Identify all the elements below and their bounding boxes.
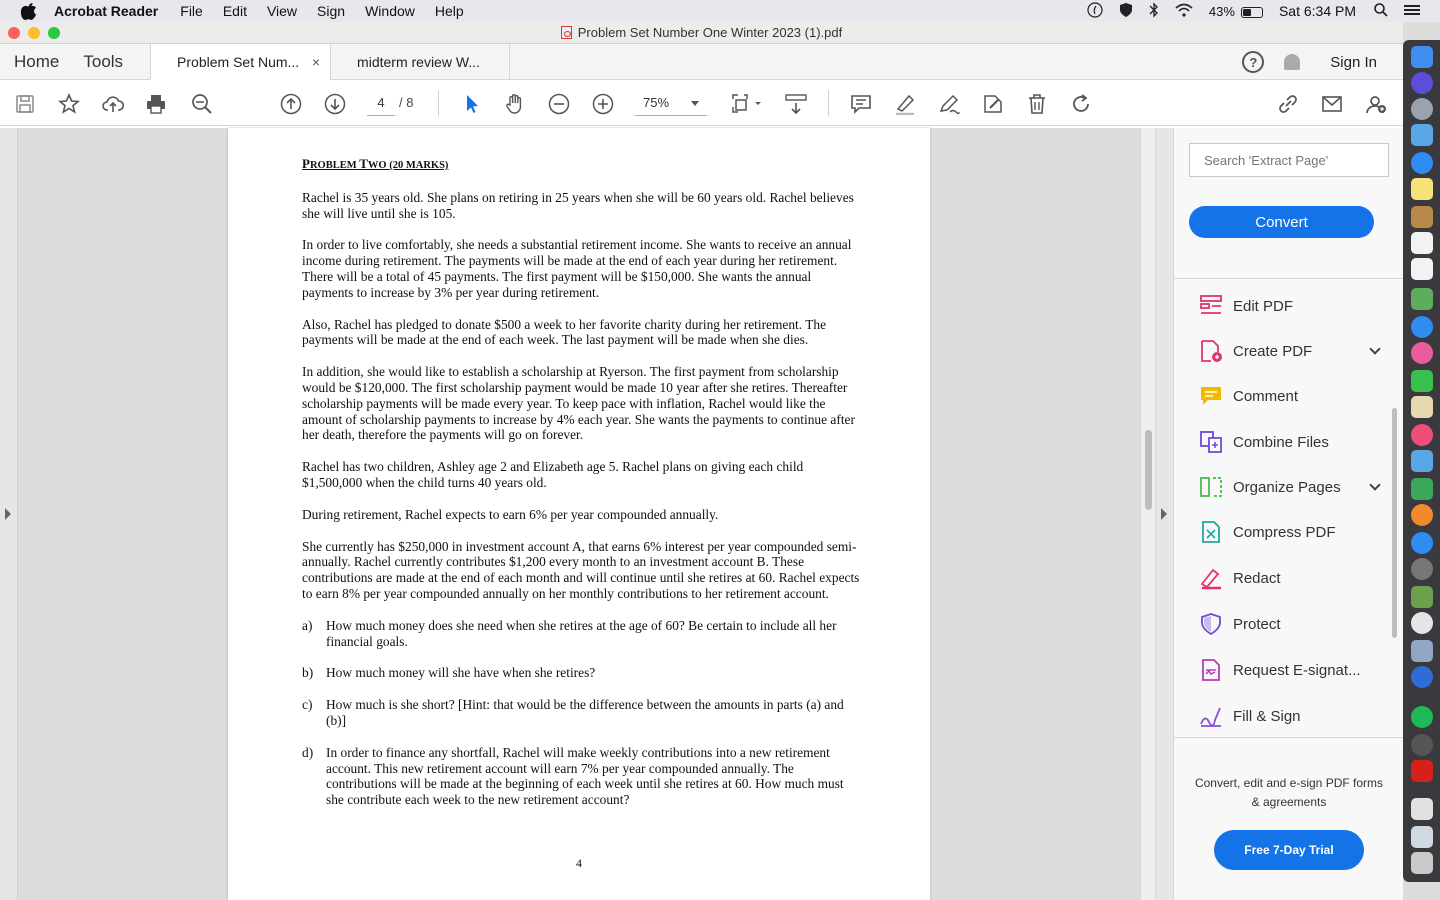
tab-tools[interactable]: Tools xyxy=(83,51,124,71)
messages-icon[interactable] xyxy=(1411,316,1433,338)
question-item xyxy=(302,618,862,650)
system-preferences-icon[interactable] xyxy=(1411,558,1433,580)
question-text: In order to finance any shortfall, Rachel will make weekly contributions into a new retirement account. This new retirement account will earn 7% per year compounded annually. The contributions will be made at the beginning of each week until she retires at 60. How much must she contribute each week to the new retirement account? xyxy=(326,744,844,808)
app-store-icon[interactable] xyxy=(1411,532,1433,554)
title-bar xyxy=(0,22,1403,44)
menu-sign[interactable]: Sign xyxy=(317,3,346,19)
help-icon[interactable]: ? xyxy=(1242,51,1264,73)
chevron-down-icon[interactable] xyxy=(1369,343,1380,354)
tool-label: Edit PDF xyxy=(1233,297,1294,315)
books-icon[interactable] xyxy=(1411,504,1433,526)
panel-scrollbar-thumb[interactable] xyxy=(1392,408,1397,638)
tab-bar xyxy=(0,44,1403,80)
fill-sign-icon xyxy=(1199,704,1223,728)
zoom-window-button[interactable] xyxy=(48,27,60,39)
bluetooth-file-exchange-icon[interactable] xyxy=(1411,666,1433,688)
maps-icon[interactable] xyxy=(1411,288,1433,310)
promo-text: Convert, edit and e-sign PDF forms & agreements xyxy=(1194,776,1384,809)
scroll-mode-icon[interactable] xyxy=(784,92,808,116)
panel-divider xyxy=(1174,737,1404,738)
tool-label: Redact xyxy=(1233,569,1281,587)
menu-bar xyxy=(0,0,1440,22)
question-label: b) xyxy=(302,665,314,681)
right-panel-toggle[interactable] xyxy=(1155,128,1173,900)
comment-icon xyxy=(1199,384,1223,408)
menu-help[interactable]: Help xyxy=(434,3,464,19)
tab-document-2-label: midterm review W... xyxy=(357,53,480,70)
downloads-stack-icon[interactable] xyxy=(1411,826,1433,848)
zoom-level-dropdown[interactable]: 75% xyxy=(635,90,707,116)
tool-redact[interactable] xyxy=(1199,563,1389,593)
comment-icon[interactable] xyxy=(849,92,873,116)
chrome-icon[interactable] xyxy=(1411,612,1433,634)
hand-tool-icon[interactable] xyxy=(503,92,527,116)
tool-combine-files[interactable] xyxy=(1199,427,1389,457)
launchpad-icon[interactable] xyxy=(1411,98,1433,120)
numbers-icon[interactable] xyxy=(1411,478,1433,500)
tool-label: Compress PDF xyxy=(1233,523,1336,541)
safari-icon[interactable] xyxy=(1411,152,1433,174)
minimize-window-button[interactable] xyxy=(28,27,40,39)
draw-pen-icon[interactable] xyxy=(937,92,961,116)
tool-label: Combine Files xyxy=(1233,433,1329,451)
tool-label: Comment xyxy=(1233,387,1299,405)
add-user-icon[interactable] xyxy=(1364,92,1388,116)
control-center-icon[interactable] xyxy=(1404,4,1420,19)
delete-trash-icon[interactable] xyxy=(1025,92,1049,116)
music-icon[interactable] xyxy=(1411,424,1433,446)
status-area xyxy=(1087,0,1440,22)
heading-part: T xyxy=(359,156,368,171)
upload-cloud-icon[interactable] xyxy=(101,92,125,116)
shield-icon[interactable] xyxy=(1119,2,1133,21)
toolbar-divider xyxy=(438,90,439,116)
menu-file[interactable]: File xyxy=(180,3,203,19)
edit-pdf-icon xyxy=(1199,294,1223,318)
toolbar-divider xyxy=(828,90,829,116)
edit-text-icon[interactable] xyxy=(981,92,1005,116)
request-esign-icon xyxy=(1199,658,1223,682)
question-item xyxy=(302,745,862,808)
question-item xyxy=(302,665,862,681)
heading-part: P xyxy=(302,156,310,171)
trash-icon[interactable] xyxy=(1411,852,1433,874)
collapse-right-panel-icon[interactable] xyxy=(1161,508,1167,520)
tool-request-esignature[interactable] xyxy=(1199,655,1389,685)
paragraph: She currently has $250,000 in investment account A, that earns 6% interest per year compounded semi-annually. Rachel currently contributes $1,200 every month to an investment account B. These contributions are made at the end of each month and will continue until she retires at 60. Rachel expects to earn 8% per year compounded annually on her monthly contributions to her retirement account. xyxy=(302,538,860,601)
paragraph: During retirement, Rachel expects to earn 6% per year compounded annually. xyxy=(302,506,719,522)
question-text: How much money does she need when she retires at the age of 60? Be certain to include all her financial goals. xyxy=(326,617,837,649)
paragraph: Rachel has two children, Ashley age 2 and Elizabeth age 5. Rachel plans on giving each child $1,500,000 when the child turns 40 years old. xyxy=(302,459,804,490)
menu-edit[interactable]: Edit xyxy=(222,3,247,19)
print-icon[interactable] xyxy=(144,92,168,116)
apple-icon[interactable] xyxy=(20,2,38,20)
panel-divider xyxy=(1174,278,1404,279)
script-editor-icon[interactable] xyxy=(1411,734,1433,756)
paragraph: In addition, she would like to establish a scholarship at Ryerson. The first payment from scholarship would be $120,000. The first scholarship payment would be made 10 year after she retires. Thereafter scholarship payments will be made every year. To keep pace with inflation, Rachel would like the amount of scholarship payments to increase by 4% each year. She wants the payments to continue after her death, therefore the payments will go on forever. xyxy=(302,364,855,443)
tool-label: Create PDF xyxy=(1233,342,1313,360)
battery-icon[interactable] xyxy=(1241,4,1263,19)
dock xyxy=(1403,40,1440,882)
sign-in-button[interactable]: Sign In xyxy=(1330,53,1377,71)
battery-percent[interactable]: 43% xyxy=(1208,3,1235,19)
tools-panel xyxy=(1173,128,1403,900)
page-content xyxy=(302,156,862,824)
tab-bar-actions xyxy=(1242,44,1403,80)
bluetooth-icon[interactable] xyxy=(1149,2,1159,21)
facetime-icon[interactable] xyxy=(1411,370,1433,392)
tool-comment[interactable] xyxy=(1199,381,1389,411)
image-capture-icon[interactable] xyxy=(1411,640,1433,662)
chevron-down-icon[interactable] xyxy=(1369,479,1380,490)
tool-protect[interactable] xyxy=(1199,609,1389,639)
tool-create-pdf[interactable] xyxy=(1199,336,1389,366)
pdf-page xyxy=(228,128,930,900)
tool-label: Organize Pages xyxy=(1233,478,1341,496)
clock[interactable]: Sat 6:34 PM xyxy=(1278,3,1356,19)
highlight-pen-icon[interactable] xyxy=(893,92,917,116)
document-stack-icon[interactable] xyxy=(1411,798,1433,820)
close-window-button[interactable] xyxy=(8,27,20,39)
window-controls xyxy=(8,27,60,39)
notifications-bell-icon[interactable] xyxy=(1284,54,1300,70)
zoom-search-icon[interactable] xyxy=(190,92,214,116)
zoom-in-icon[interactable] xyxy=(591,92,615,116)
tab-document-2[interactable] xyxy=(330,44,510,79)
zoom-out-icon[interactable] xyxy=(547,92,571,116)
acrobat-reader-icon[interactable] xyxy=(1411,760,1433,782)
menu-app-name[interactable]: Acrobat Reader xyxy=(54,3,159,19)
textedit-icon[interactable] xyxy=(1411,396,1433,418)
heading-part: ROBLEM xyxy=(309,160,360,171)
question-label: d) xyxy=(302,744,314,760)
finder-icon[interactable] xyxy=(1411,46,1433,68)
question-label: a) xyxy=(302,617,313,633)
problem-heading xyxy=(302,156,862,174)
email-icon[interactable] xyxy=(1320,92,1344,116)
page-total: / 8 xyxy=(399,95,414,110)
preview-icon[interactable] xyxy=(1411,124,1433,146)
search-tools-input[interactable] xyxy=(1189,143,1389,177)
paragraph: In order to live comfortably, she needs a substantial retirement income. She wants to receive an annual income during retirement. The payments will be made at the end of each year during her retirement. There will be a total of 45 payments. The first payment will be $150,000. She wants the annual payments to increase by 3% per year during retirement. xyxy=(302,237,852,300)
menu-window[interactable]: Window xyxy=(365,3,415,19)
question-text: How much money will she have when she retires? xyxy=(326,665,596,681)
left-panel-toggle[interactable] xyxy=(0,128,18,900)
document-scrollbar[interactable] xyxy=(1140,128,1155,900)
expand-left-panel-icon[interactable] xyxy=(5,508,11,520)
paragraph: Also, Rachel has pledged to donate $500 a week to her favorite charity during her retirement. The payments will be made at the end of each week. The last payment will be made when she dies. xyxy=(302,316,827,348)
pdf-file-icon xyxy=(561,26,572,39)
window-title: Problem Set Number One Winter 2023 (1).pdf xyxy=(577,25,843,40)
photos-icon[interactable] xyxy=(1411,342,1433,364)
menu-view[interactable]: View xyxy=(266,3,298,19)
siri-icon[interactable] xyxy=(1411,72,1433,94)
main-toolbar xyxy=(0,80,1403,126)
spotify-icon[interactable] xyxy=(1411,706,1433,728)
previous-page-icon[interactable] xyxy=(279,92,303,116)
free-trial-button[interactable]: Free 7-Day Trial xyxy=(1214,830,1364,870)
next-page-icon[interactable] xyxy=(323,92,347,116)
combine-files-icon xyxy=(1199,430,1223,454)
protect-icon xyxy=(1199,612,1223,636)
save-icon[interactable] xyxy=(13,92,37,116)
keynote-icon[interactable] xyxy=(1411,450,1433,472)
redact-icon xyxy=(1199,566,1223,590)
tool-label: Fill & Sign xyxy=(1233,707,1301,725)
wifi-icon[interactable] xyxy=(1175,3,1193,20)
spotlight-search-icon[interactable] xyxy=(1374,3,1388,20)
rotate-icon[interactable] xyxy=(1069,92,1093,116)
question-text: How much is she short? [Hint: that would be the difference between the amounts in parts (a) and (b)] xyxy=(326,697,844,728)
heading-part: WO (20 MARKS) xyxy=(367,160,449,171)
question-item xyxy=(302,697,862,729)
script-icon[interactable] xyxy=(1087,2,1103,21)
document-viewport[interactable] xyxy=(0,128,1155,900)
create-pdf-icon xyxy=(1199,339,1223,363)
compress-pdf-icon xyxy=(1199,520,1223,544)
close-tab-icon[interactable]: × xyxy=(311,53,321,70)
notes-icon[interactable] xyxy=(1411,178,1433,200)
scrollbar-thumb[interactable] xyxy=(1145,430,1152,510)
tab-home[interactable]: Home xyxy=(14,51,60,71)
page-number-input[interactable]: 4 xyxy=(367,90,395,116)
select-cursor-icon[interactable] xyxy=(460,92,484,116)
calendar-icon[interactable] xyxy=(1411,232,1433,254)
tool-label: Protect xyxy=(1233,615,1281,633)
network-icon[interactable] xyxy=(1411,586,1433,608)
question-label: c) xyxy=(302,697,313,713)
contacts-icon[interactable] xyxy=(1411,206,1433,228)
tool-fill-sign[interactable] xyxy=(1199,701,1389,731)
tab-document-1-label: Problem Set Num... xyxy=(177,53,300,70)
paragraph: Rachel is 35 years old. She plans on retiring in 25 years when she will be 60 years old. Rachel believes she will live until she is 105. xyxy=(302,189,854,221)
convert-button[interactable]: Convert xyxy=(1189,206,1374,238)
tool-label: Request E-signat... xyxy=(1233,661,1361,679)
tool-organize-pages[interactable] xyxy=(1199,472,1389,502)
bookmark-star-icon[interactable] xyxy=(57,92,81,116)
tool-compress-pdf[interactable] xyxy=(1199,517,1389,547)
tool-edit-pdf[interactable] xyxy=(1199,291,1389,321)
page-fit-dropdown-icon[interactable] xyxy=(728,92,764,116)
reminders-icon[interactable] xyxy=(1411,258,1433,280)
share-link-icon[interactable] xyxy=(1276,92,1300,116)
page-number-footer: 4 xyxy=(576,856,582,870)
tab-document-1[interactable] xyxy=(150,44,330,80)
organize-pages-icon xyxy=(1199,475,1223,499)
